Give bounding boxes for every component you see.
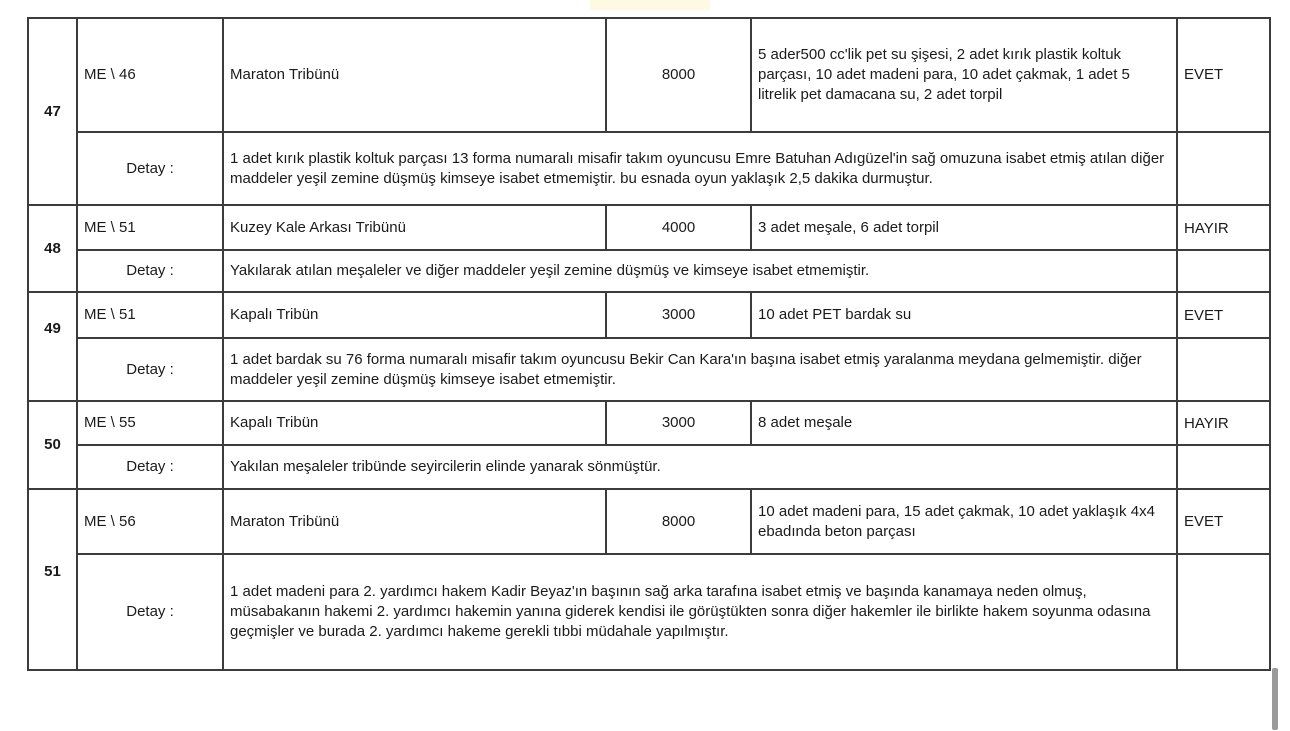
detail-label: Detay : xyxy=(77,338,223,401)
thrown-items: 5 ader500 cc'lik pet su şişesi, 2 adet kırık plastik koltuk parçası, 10 adet madeni para, 10 adet çakmak, 1 adet 5 litrelik pet damacana su, 2 adet torpil xyxy=(751,18,1177,132)
hit-flag: HAYIR xyxy=(1177,401,1270,445)
detail-text: 1 adet bardak su 76 forma numaralı misafir takım oyuncusu Bekir Can Kara'ın başına isabet etmiş yaralanma meydana gelmemiştir. diğer maddeler yeşil zemine düşmüş kimseye isabet etmemiştir. xyxy=(223,338,1177,401)
empty-cell xyxy=(1177,554,1270,670)
incident-number: 48 xyxy=(28,205,77,292)
stand-capacity: 4000 xyxy=(606,205,751,250)
incident-detail-row xyxy=(28,250,1270,292)
incident-detail-row xyxy=(28,445,1270,489)
hit-flag: EVET xyxy=(1177,18,1270,132)
section-code: ME \ 46 xyxy=(77,18,223,132)
hit-flag: EVET xyxy=(1177,292,1270,338)
stand-capacity: 3000 xyxy=(606,292,751,338)
thrown-items: 10 adet madeni para, 15 adet çakmak, 10 adet yaklaşık 4x4 ebadında beton parçası xyxy=(751,489,1177,554)
incident-row xyxy=(28,401,1270,445)
incident-row xyxy=(28,489,1270,554)
incident-row xyxy=(28,292,1270,338)
incident-number: 47 xyxy=(28,18,77,205)
incident-number: 50 xyxy=(28,401,77,489)
incident-report-table xyxy=(27,17,1271,671)
incident-number: 49 xyxy=(28,292,77,401)
scrollbar-thumb[interactable] xyxy=(1272,668,1278,730)
detail-label: Detay : xyxy=(77,132,223,205)
detail-text: 1 adet kırık plastik koltuk parçası 13 forma numaralı misafir takım oyuncusu Emre Batuhan Adıgüzel'in sağ omuzuna isabet etmiş atılan diğer maddeler yeşil zemine düşmüş kimseye isabet etmemiştir. bu esnada oyun yaklaşık 2,5 dakika durmuştur. xyxy=(223,132,1177,205)
stand-name: Kuzey Kale Arkası Tribünü xyxy=(223,205,606,250)
detail-label: Detay : xyxy=(77,554,223,670)
incident-detail-row xyxy=(28,132,1270,205)
incident-row xyxy=(28,18,1270,132)
section-code: ME \ 51 xyxy=(77,205,223,250)
hit-flag: HAYIR xyxy=(1177,205,1270,250)
empty-cell xyxy=(1177,338,1270,401)
thrown-items: 3 adet meşale, 6 adet torpil xyxy=(751,205,1177,250)
stand-name: Kapalı Tribün xyxy=(223,401,606,445)
thrown-items: 10 adet PET bardak su xyxy=(751,292,1177,338)
stand-capacity: 8000 xyxy=(606,489,751,554)
section-code: ME \ 56 xyxy=(77,489,223,554)
empty-cell xyxy=(1177,132,1270,205)
incident-detail-row xyxy=(28,554,1270,670)
stand-name: Maraton Tribünü xyxy=(223,489,606,554)
hit-flag: EVET xyxy=(1177,489,1270,554)
section-code: ME \ 55 xyxy=(77,401,223,445)
stand-name: Maraton Tribünü xyxy=(223,18,606,132)
incident-row xyxy=(28,205,1270,250)
empty-cell xyxy=(1177,250,1270,292)
detail-text: Yakılarak atılan meşaleler ve diğer maddeler yeşil zemine düşmüş ve kimseye isabet etmemiştir. xyxy=(223,250,1177,292)
thrown-items: 8 adet meşale xyxy=(751,401,1177,445)
incident-detail-row xyxy=(28,338,1270,401)
stand-capacity: 8000 xyxy=(606,18,751,132)
detail-label: Detay : xyxy=(77,250,223,292)
stand-name: Kapalı Tribün xyxy=(223,292,606,338)
empty-cell xyxy=(1177,445,1270,489)
stand-capacity: 3000 xyxy=(606,401,751,445)
section-code: ME \ 51 xyxy=(77,292,223,338)
incident-number: 51 xyxy=(28,489,77,670)
detail-label: Detay : xyxy=(77,445,223,489)
detail-text: Yakılan meşaleler tribünde seyircilerin elinde yanarak sönmüştür. xyxy=(223,445,1177,489)
detail-text: 1 adet madeni para 2. yardımcı hakem Kadir Beyaz'ın başının sağ arka tarafına isabet etmiş ve başında kanamaya neden olmuş, müsabakanın hakemi 2. yardımcı hakemin yanına giderek kendisi ile görüştükten sonra diğer hakemler ile birlikte hakem soyunma odasına geçmişler ve burada 2. yardımcı hakeme gerekli tıbbi müdahale yapılmıştır. xyxy=(223,554,1177,670)
page-top-edge xyxy=(590,0,710,10)
